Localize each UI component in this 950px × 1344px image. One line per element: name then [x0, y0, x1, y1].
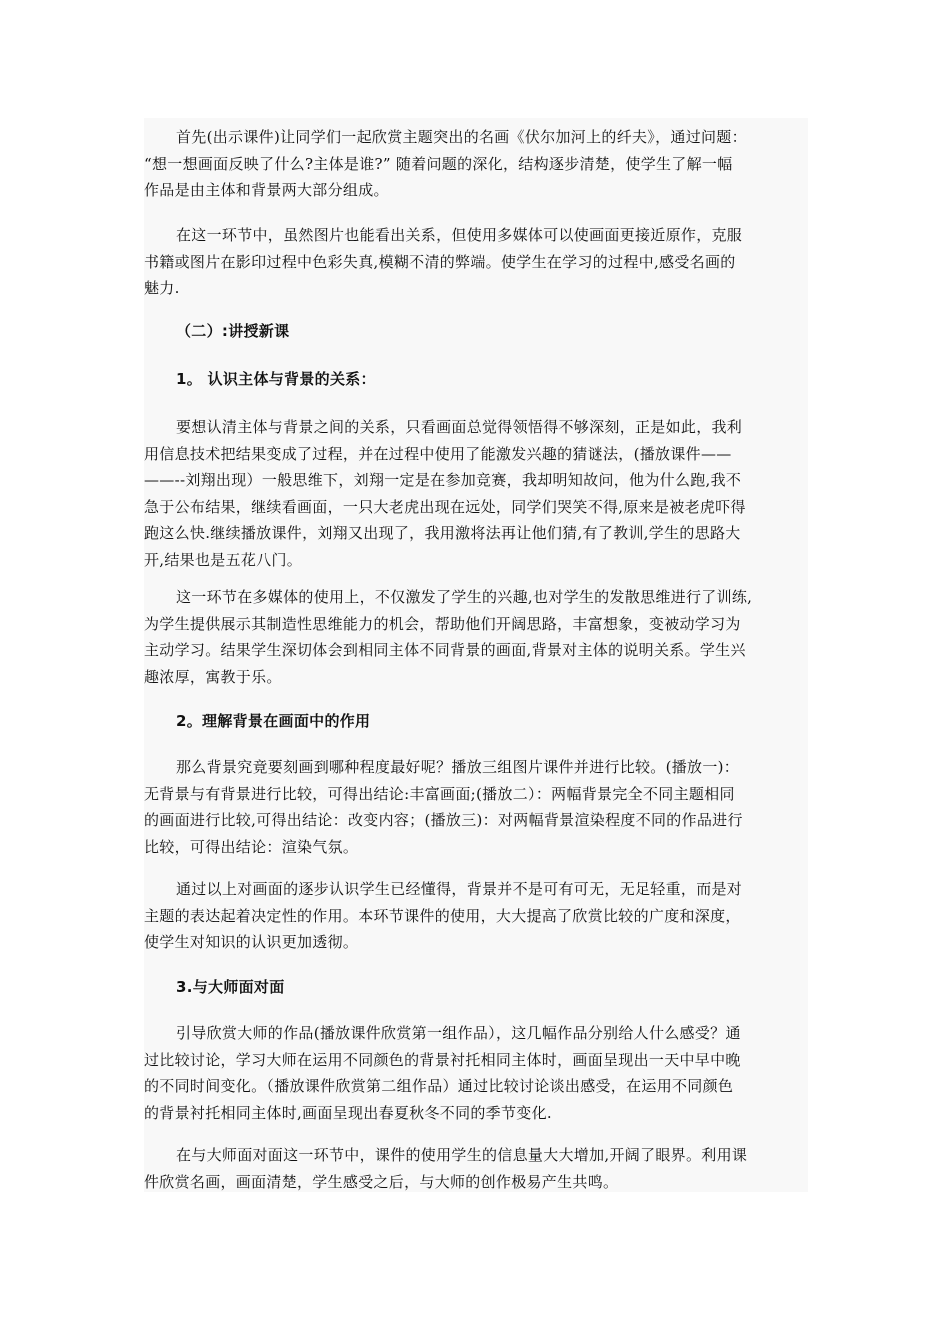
text-line: 趣浓厚，寓教于乐。 [144, 667, 282, 686]
text-line: 引导欣赏大师的作品(播放课件欣赏第一组作品），这几幅作品分别给人什么感受？通 [176, 1024, 741, 1042]
text-line: 急于公布结果，继续看画面，一只大老虎出现在远处，同学们哭笑不得,原来是被老虎吓得 [144, 497, 746, 516]
text-line: 的背景衬托相同主体时,画面呈现出春夏秋冬不同的季节变化. [144, 1103, 552, 1122]
text-line: 为学生提供展示其制造性思维能力的机会，帮助他们开阔思路，丰富想象，变被动学习为 [144, 614, 741, 633]
text-line: 书籍或图片在影印过程中色彩失真,模糊不清的弊端。使学生在学习的过程中,感受名画的 [144, 252, 736, 271]
subheading-subject-background: 1。 认识主体与背景的关系： [176, 370, 376, 388]
text-line: 那么背景究竟要刻画到哪种程度最好呢？播放三组图片课件并进行比较。(播放一)： [176, 758, 740, 776]
text-line: 在这一环节中，虽然图片也能看出关系，但使用多媒体可以使画面更接近原作，克服 [176, 226, 743, 244]
paragraph-three-comparisons [144, 754, 808, 860]
section-heading-new-lesson: （二）:讲授新课 [176, 322, 290, 340]
paragraph-liu-xiang-example [144, 414, 808, 573]
text-line: 无背景与有背景进行比较，可得出结论:丰富画面;(播放二）：两幅背景完全不同主题相同 [144, 784, 735, 803]
text-line: 魅力. [144, 279, 180, 297]
paragraph-multimedia-advantage [144, 222, 808, 302]
text-line: 用信息技术把结果变成了过程，并在过程中使用了能激发兴趣的猜谜法，(播放课件—— [144, 444, 732, 463]
text-line: 使学生对知识的认识更加透彻。 [144, 933, 359, 951]
text-line: 通过以上对画面的逐步认识学生已经懂得，背景并不是可有可无，无足轻重，而是对 [176, 880, 743, 898]
text-line: 的不同时间变化。（播放课件欣赏第二组作品）通过比较讨论谈出感受，在运用不同颜色 [144, 1077, 734, 1095]
text-line: 要想认清主体与背景之间的关系，只看画面总觉得领悟得不够深刻，正是如此，我利 [176, 418, 743, 436]
text-line: 件欣赏名画，画面清楚，学生感受之后，与大师的创作极易产生共鸣。 [144, 1172, 619, 1191]
text-line: 比较，可得出结论：渲染气氛。 [144, 837, 359, 856]
text-line: 开,结果也是五花八门。 [144, 550, 303, 569]
paragraph-background-importance [144, 876, 808, 956]
text-line: “想一想画面反映了什么?主体是谁?” 随着问题的深化，结构逐步清楚，使学生了解一幅 [144, 154, 733, 173]
paragraph-intro [144, 124, 808, 204]
subheading-masters: 3.与大师面对面 [176, 978, 285, 996]
text-line: 作品是由主体和背景两大部分组成。 [144, 181, 389, 199]
text-line: 跑这么快.继续播放课件，刘翔又出现了，我用激将法再让他们猜,有了教训,学生的思路大 [144, 524, 741, 542]
text-line: 主动学习。结果学生深切体会到相同主体不同背景的画面,背景对主体的说明关系。学生兴 [144, 641, 746, 659]
paragraph-masters-works [144, 1020, 808, 1126]
document-body [144, 118, 808, 1192]
text-line: 首先(出示课件)让同学们一起欣赏主题突出的名画《伏尔加河上的纤夫》，通过问题： [176, 128, 747, 146]
text-line: 过比较讨论，学习大师在运用不同颜色的背景衬托相同主体时，画面呈现出一天中早中晚 [144, 1050, 741, 1069]
paragraph-divergent-thinking [144, 584, 808, 690]
text-line: 的画面进行比较,可得出结论：改变内容；(播放三)：对两幅背景渲染程度不同的作品进行 [144, 811, 743, 829]
text-line: 这一环节在多媒体的使用上，不仅激发了学生的兴趣,也对学生的发散思维进行了训练, [176, 588, 753, 606]
paragraph-resonance [144, 1142, 808, 1195]
text-line: ——--刘翔出现）一般思维下，刘翔一定是在参加竞赛，我却明知故问，他为什么跑,我不 [144, 471, 742, 489]
text-line: 主题的表达起着决定性的作用。本环节课件的使用，大大提高了欣赏比较的广度和深度， [144, 906, 741, 925]
text-line: 在与大师面对面这一环节中，课件的使用学生的信息量大大增加,开阔了眼界。利用课 [176, 1146, 748, 1164]
subheading-background-role: 2。理解背景在画面中的作用 [176, 712, 371, 730]
